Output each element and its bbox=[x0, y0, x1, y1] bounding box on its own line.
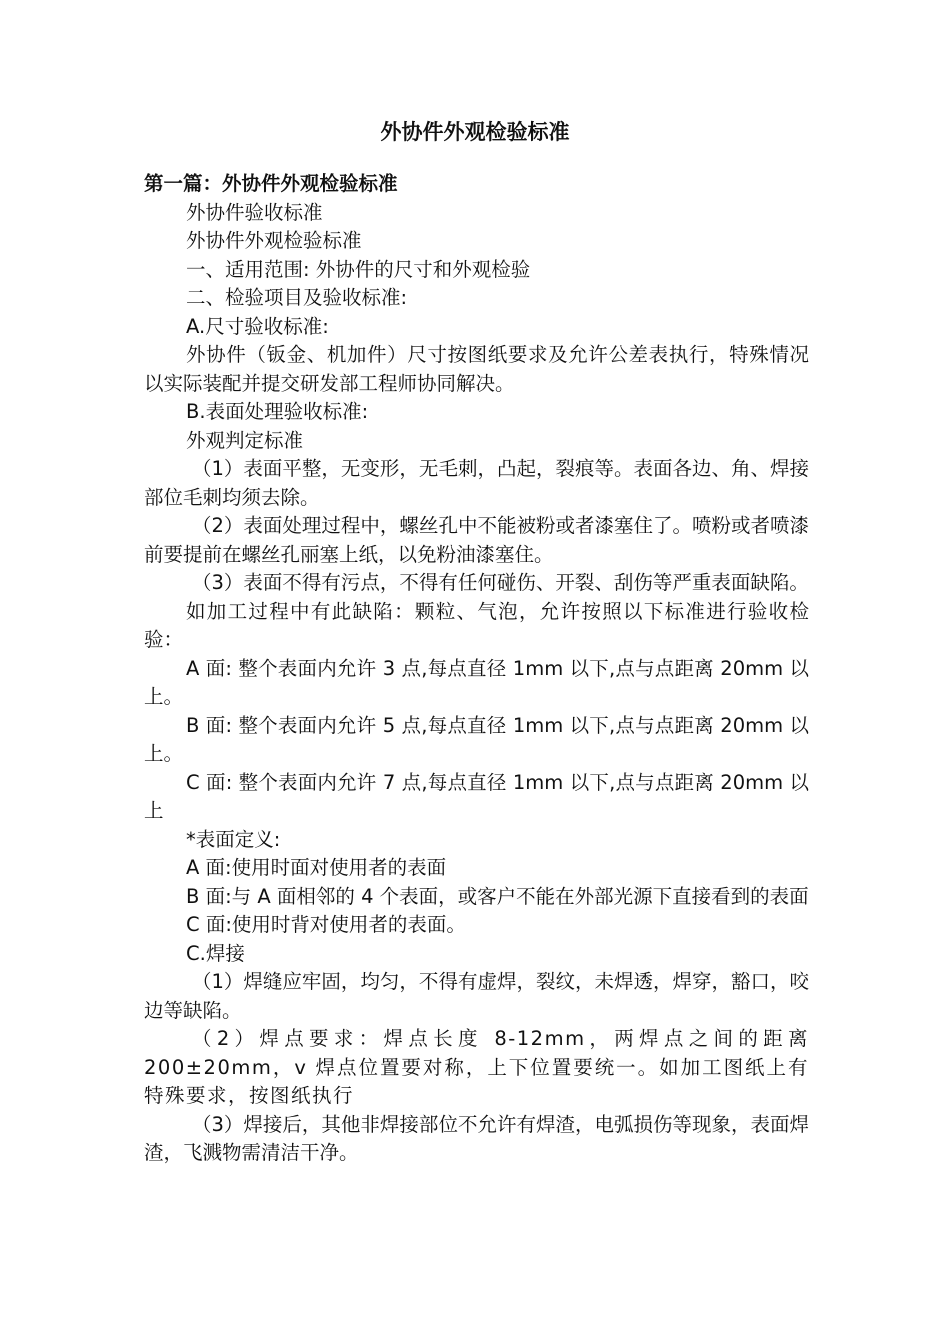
paragraph: （1）表面平整，无变形，无毛刺，凸起，裂痕等。表面各边、角、焊接部位毛刺均须去除。 bbox=[144, 457, 809, 509]
paragraph: 如加工过程中有此缺陷：颗粒、气泡，允许按照以下标准进行验收检验： bbox=[144, 599, 809, 651]
paragraph: （3）焊接后，其他非焊接部位不允许有焊渣，电弧损伤等现象，表面焊渣，飞溅物需清洁干净。 bbox=[144, 1112, 809, 1164]
paragraph: B.表面处理验收标准: bbox=[186, 400, 369, 423]
paragraph: （1）焊缝应牢固，均匀，不得有虚焊，裂纹，未焊透，焊穿，豁口，咬边等缺陷。 bbox=[144, 970, 809, 1022]
document-body bbox=[144, 170, 809, 1168]
paragraph: B 面: 整个表面内允许 5 点,每点直径 1mm 以下,点与点距离 20mm 以上。 bbox=[144, 713, 809, 765]
paragraph: 外协件（钣金、机加件）尺寸按图纸要求及允许公差表执行，特殊情况以实际装配并提交研发部工程师协同解决。 bbox=[144, 343, 809, 395]
paragraph: 外协件验收标准 bbox=[186, 200, 323, 224]
paragraph: A.尺寸验收标准: bbox=[186, 314, 329, 338]
paragraph: A 面: 整个表面内允许 3 点,每点直径 1mm 以下,点与点距离 20mm 以上。 bbox=[144, 656, 809, 708]
paragraph: 二、检验项目及验收标准: bbox=[186, 286, 408, 309]
paragraph: 外观判定标准 bbox=[186, 428, 304, 452]
paragraph: A 面:使用时面对使用者的表面 bbox=[186, 856, 447, 879]
paragraph: （2）焊点要求：焊点长度 8-12mm，两焊点之间的距离 200±20mm，v 焊点位置要对称，上下位置要统一。如加工图纸上有特殊要求，按图纸执行 bbox=[144, 1027, 809, 1107]
paragraph: B 面:与 A 面相邻的 4 个表面，或客户不能在外部光源下直接看到的表面 bbox=[186, 884, 809, 908]
section-heading: 第一篇：外协件外观检验标准 bbox=[144, 172, 398, 195]
paragraph: （2）表面处理过程中，螺丝孔中不能被粉或者漆塞住了。喷粉或者喷漆前要提前在螺丝孔丽塞上纸，以免粉油漆塞住。 bbox=[144, 514, 809, 566]
paragraph: （3）表面不得有污点，不得有任何碰伤、开裂、刮伤等严重表面缺陷。 bbox=[192, 571, 809, 594]
paragraph: C.焊接 bbox=[186, 941, 245, 965]
paragraph: C 面: 整个表面内允许 7 点,每点直径 1mm 以下,点与点距离 20mm 以上 bbox=[144, 770, 809, 822]
paragraph: *表面定义: bbox=[186, 827, 281, 851]
paragraph: 外协件外观检验标准 bbox=[186, 229, 362, 252]
paragraph: C 面:使用时背对使用者的表面。 bbox=[186, 913, 466, 936]
paragraph: 一、适用范围: 外协件的尺寸和外观检验 bbox=[186, 257, 531, 281]
document-title: 外协件外观检验标准 bbox=[380, 120, 570, 144]
